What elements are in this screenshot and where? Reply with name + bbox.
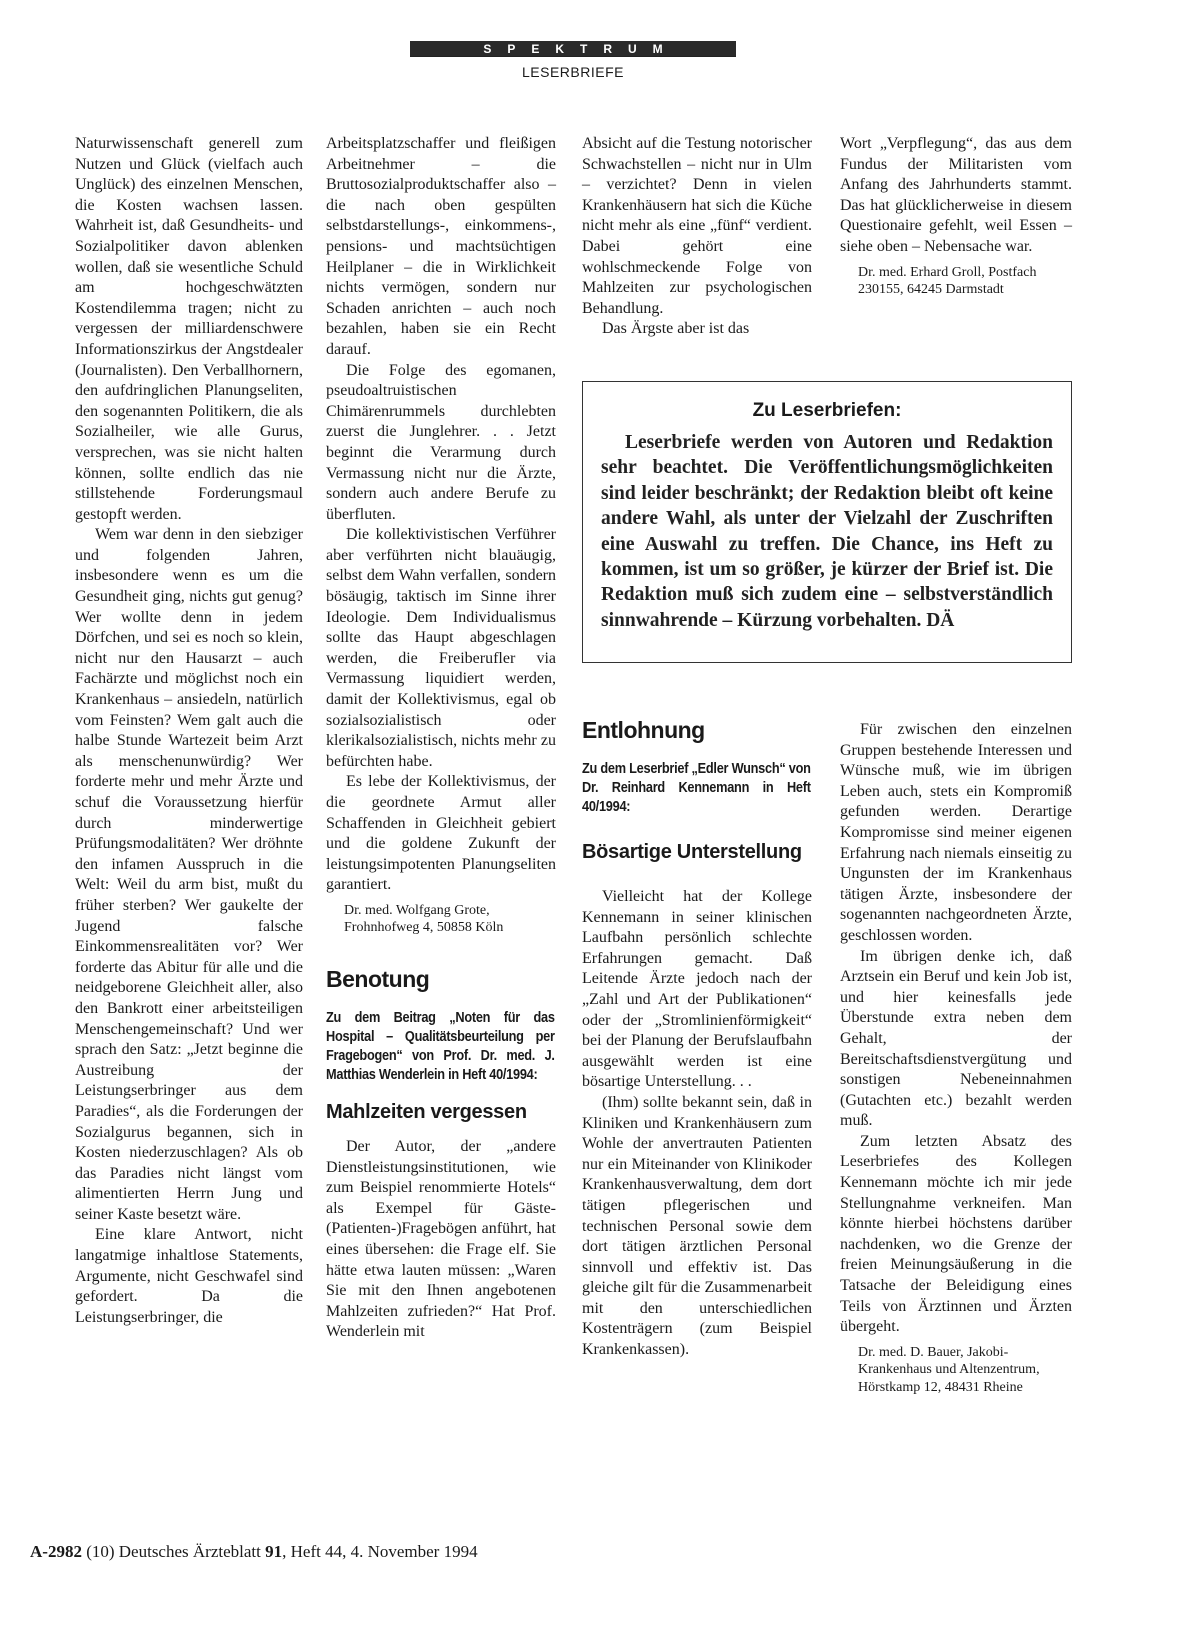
paragraph: Das Ärgste aber ist das <box>602 320 750 338</box>
paragraph: Arbeitsplatzschaffer und fleißigen Arbeitnehmer – die Bruttosozialproduktschaffer also – die nach oben gespülten selbstdarstellungs-, einkommens-, pensions- und machtsüchtigen Heilplaner – die in Wirklichkeit nichts vermögen, sondern nur Schaden anrichten – auch noch bezahlen, haben sie ein Recht darauf. <box>326 135 556 358</box>
notice-title: Zu Leserbriefen: <box>752 400 902 421</box>
volume-number: 91 <box>265 1542 283 1561</box>
column-1 <box>75 134 303 1328</box>
paragraph: Absicht auf die Testung notorischer Schwachstellen – nicht nur in Ulm – verzichtet? Denn in vielen Krankenhäusern hat sich die Küche nicht mehr als eine „fünf“ verdient. Dabei gehört eine wohlschmeckende Folge von Mahlzeiten zur psychologischen Behandlung. <box>582 135 812 317</box>
paragraph: Zum letzten Absatz des Leserbriefes des Kollegen Kennemann möchte ich mir jede Stellungnahme verkneifen. Man könnte hierbei höchstens darüber nachdenken, wo die Grenze der freien Meinungsäußerung in die Tatsache der Beleidigung eines Teils von Ärztinnen und Ärzten übergeht. <box>840 1132 1072 1336</box>
column-4-top <box>840 134 1072 299</box>
article-heading: Benotung <box>326 965 430 992</box>
reference-note: Zu dem Beitrag „Noten für das Hospital – Qualitätsbeurteilung per Fragebogen“ von Prof. Dr. med. J. Matthias Wenderlein in Heft 40/1994: <box>326 1009 555 1083</box>
notice-text: Leserbriefe werden von Autoren und Redaktion sehr beachtet. Die Veröffentlichungsmöglichkeiten sind leider beschränkt; der Redaktion bleibt oft keine andere Wahl, als unter der Vielzahl der Zuschriften eine Auswahl zu treffen. Die Chance, ins Heft zu kommen, ist um so größer, je kürzer der Brief ist. Die Redaktion muß sich zudem eine – selbstverständlich sinnwahrende – Kürzung vorbehalten. DÄ <box>601 432 1053 631</box>
letter-signature: Dr. med. D. Bauer, Jakobi-Krankenhaus und Altenzentrum, Hörstkamp 12, 48431 Rheine <box>858 1344 1040 1395</box>
issue-date: , Heft 44, 4. November 1994 <box>282 1542 478 1561</box>
page-number: A-2982 <box>30 1542 82 1561</box>
section-subtitle: LESERBRIEFE <box>522 64 624 80</box>
paragraph: (Ihm) sollte bekannt sein, daß in Kliniken und Krankenhäusern zum Wohle der anvertrauten Patienten nur ein Miteinander von Klinikoder Krankenhausverwaltung, dem dort tätigen pflegerischen und technischen Personal sowie dem dort tätigen ärztlichen Personal sinnvoll und effektiv ist. Das gleiche gilt für die Zusammenarbeit mit den unterschiedlichen Kostenträgern (zum Beispiel Krankenkassen). <box>582 1093 812 1359</box>
paragraph: Für zwischen den einzelnen Gruppen bestehende Interessen und Wünsche muß, wie im übrigen Leben auch, stets ein Kompromiß gefunden werden. Derartige Kompromisse sind meiner eigenen Erfahrung nach niemals einseitig zu Ungunsten der im Krankenhaus tätigen Ärzte, insbesondere der sogenannten nachgeordneten Ärzte, geschlossen worden. <box>840 721 1072 944</box>
paragraph: Es lebe der Kollektivismus, der die geordnete Armut aller Schaffenden in Gleichheit gebiert und die goldene Zukunft der leistungsimpotenten Planungseliten garantiert. <box>326 773 556 894</box>
paragraph: Wort „Verpflegung“, das aus dem Fundus der Militaristen vom Anfang des Jahrhunderts stammt. Das hat glücklicherweise in diesem Questionaire gefehlt, weil Essen – siehe oben – Nebensache war. <box>840 135 1072 255</box>
paragraph: Vielleicht hat der Kollege Kennemann in seiner klinischen Laufbahn persönlich schlechte Erfahrungen gemacht. Daß Leitende Ärzte jedoch nach der „Zahl und Art der Publikationen“ oder der „Stromlinienförmigkeit“ bei der Planung der Berufslaufbahn ausgewählt werden ist eine bösartige Unterstellung. . . <box>582 888 812 1091</box>
column-2 <box>326 134 556 1343</box>
paragraph: Wem war denn in den siebziger und folgenden Jahren, insbesondere wenn es um die Gesundheit ging, nichts gut genug? Wer wollte denn in jedem Dörfchen, und sei es noch so klein, nicht nur den Hausarzt – auch Fachärzte und möglichst noch ein Krankenhaus – ansiedeln, natürlich vom Feinsten? Wem galt auch die halbe Stunde Wartezeit beim Arzt als menschenunwürdig? Wer forderte mehr und mehr Ärzte und schuf die Voraussetzung hierfür durch minderwertige Prüfungsmodalitäten? Wer dröhnte den infamen Ausspruch in die Welt: Weil du arm bist, mußt du früher sterben? Wer gaukelte der Jugend falsche Einkommensrealitäten vor? Wer forderte das Abitur für alle und die neidgeborene Gleichheit aller, also den Bankrott einer arbeitsteiligen Menschengemeinschaft? Und wer sprach den Satz: „Jetzt beginne die Austreibung der Leistungserbringer aus dem Paradies“, als die Forderungen der Sozialgurus begannen, sich in Kosten niederzuschlagen? Als ob das Paradies nicht längst vom alimentierten Herrn Jung und seiner Kaste besetzt wäre. <box>75 526 303 1223</box>
section-banner: SPEKTRUM <box>410 41 736 57</box>
letter-subheading: Mahlzeiten vergessen <box>326 1100 527 1123</box>
issue-reference: (10) Deutsches Ärzteblatt <box>86 1542 261 1561</box>
paragraph: Naturwissenschaft generell zum Nutzen und Glück (vielfach auch Unglück) des einzelnen Menschen, die Kosten wachsen lassen. Wahrheit ist, daß Gesundheits- und Sozialpolitiker davon ablenken wollen, daß sie wesentliche Schuld am hochgeschwätzten Kostendilemma tragen; nicht zu vergessen der milliardenschwere Informationszirkus der Angstdealer (Journalisten). Den Verballhornern, den aufdringlichen Planungseliten, den sogenannten Politikern, die als Sozialheiler, wie alle Gurus, versprechen, was sie nicht halten können, sollte endlich das nie stillstehende Forderungsmaul gestopft werden. <box>75 135 303 523</box>
paragraph: Die kollektivistischen Verführer aber verführten nicht blauäugig, selbst dem Wahn verfallen, sondern bösäugig, taktisch im Sinne ihrer Ideologie. Dem Individualismus sollte das Haupt abgeschlagen werden, die Freiberufler via Vermassung liquidiert werden, damit der Kollektivismus, egal ob sozialsozialistisch oder klerikalsozialistisch, nichts mehr zu befürchten habe. <box>326 526 556 770</box>
letter-subheading: Bösartige Unterstellung <box>582 841 802 863</box>
paragraph: Eine klare Antwort, nicht langatmige inhaltlose Statements, Argumente, nicht Geschwafel sind gefordert. Da die Leistungserbringer, die <box>75 1226 303 1326</box>
letter-signature: Dr. med. Wolfgang Grote, Frohnhofweg 4, 50858 Köln <box>344 902 504 936</box>
reference-note: Zu dem Leserbrief „Edler Wunsch“ von Dr. Reinhard Kennemann in Heft 40/1994: <box>582 761 811 815</box>
column-3-top <box>582 134 812 340</box>
paragraph: Der Autor, der „andere Dienstleistungsinstitutionen, wie zum Beispiel renommierte Hotels“ als Exempel für Gäste-(Patienten-)Fragebögen anführt, hat eines übersehen: die Frage elf. Sie hätte etwa lauten müssen: „Waren Sie mit den Ihnen angebotenen Mahlzeiten zufrieden?“ Hat Prof. Wenderlein mit <box>326 1137 556 1341</box>
notice-box <box>582 381 1072 663</box>
letter-signature: Dr. med. Erhard Groll, Postfach 230155, 64245 Darmstadt <box>858 264 1037 298</box>
paragraph: Die Folge des egomanen, pseudoaltruistischen Chimärenrummels durchlebten zuerst die Junglehrer. . . Jetzt beginnt die Verarmung durch Vermassung nicht nur die Ärzte, sondern auch andere Berufe zu überfluten. <box>326 361 556 523</box>
page-footer <box>30 1542 478 1562</box>
paragraph: Im übrigen denke ich, daß Arztsein ein Beruf und kein Job ist, und hier keinesfalls jede Überstunde extra neben dem Gehalt, der Bereitschaftsdienstvergütung und sonstigen Nebeneinnahmen (Gutachten etc.) bezahlt werden muß. <box>840 947 1072 1130</box>
header-rule <box>410 56 736 57</box>
column-3-bottom <box>582 716 812 1361</box>
column-4-bottom <box>840 720 1072 1396</box>
article-heading: Entlohnung <box>582 717 705 743</box>
